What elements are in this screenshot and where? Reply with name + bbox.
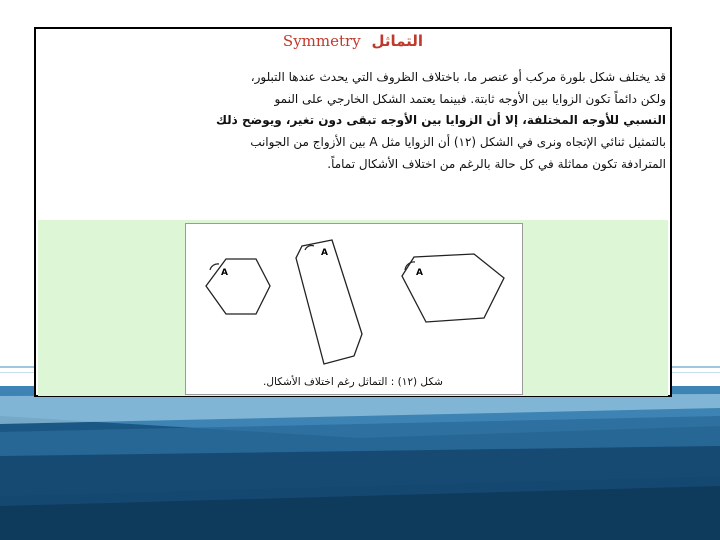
paragraph-line: بالتمثيل ثنائي الإتجاه ونرى في الشكل (١٢) أن الزوايا مثل A بين الأزواج من الجوانب [250,135,666,150]
title-english: Symmetry [282,32,361,50]
decorative-band [0,386,720,540]
figure-caption: شكل (١٢) : التماثل رغم اختلاف الأشكال. [263,376,443,388]
crystal-shapes-drawing [186,224,524,396]
angle-label-a: A [416,268,423,278]
figure [185,223,523,395]
paragraph-line: قد يختلف شكل بلورة مركب أو عنصر ما، باختلاف الظروف التي يحدث عندها التبلور، [250,70,666,84]
document-frame [34,27,672,397]
crystal-shape-wide [402,254,504,322]
angle-label-a: A [221,268,228,278]
crystal-shape-elongated [296,240,362,364]
paragraph [40,67,666,176]
paragraph-line: النسبي للأوجه المختلفة، إلا أن الزوايا بين الأوجه تبقى دون تغير، ويوضح ذلك [215,113,666,128]
title-arabic: التماثل [371,32,424,50]
document-title [36,32,670,56]
paragraph-line: ولكن دائماً تكون الزوايا بين الأوجه ثابتة. فبينما يعتمد الشكل الخارجي على النمو [274,91,666,106]
crystal-shape-hexagon [206,259,270,314]
angle-label-a: A [321,248,328,258]
paragraph-line: المترادفة تكون مماثلة في كل حالة بالرغم من اختلاف الأشكال تماماً. [327,156,666,171]
